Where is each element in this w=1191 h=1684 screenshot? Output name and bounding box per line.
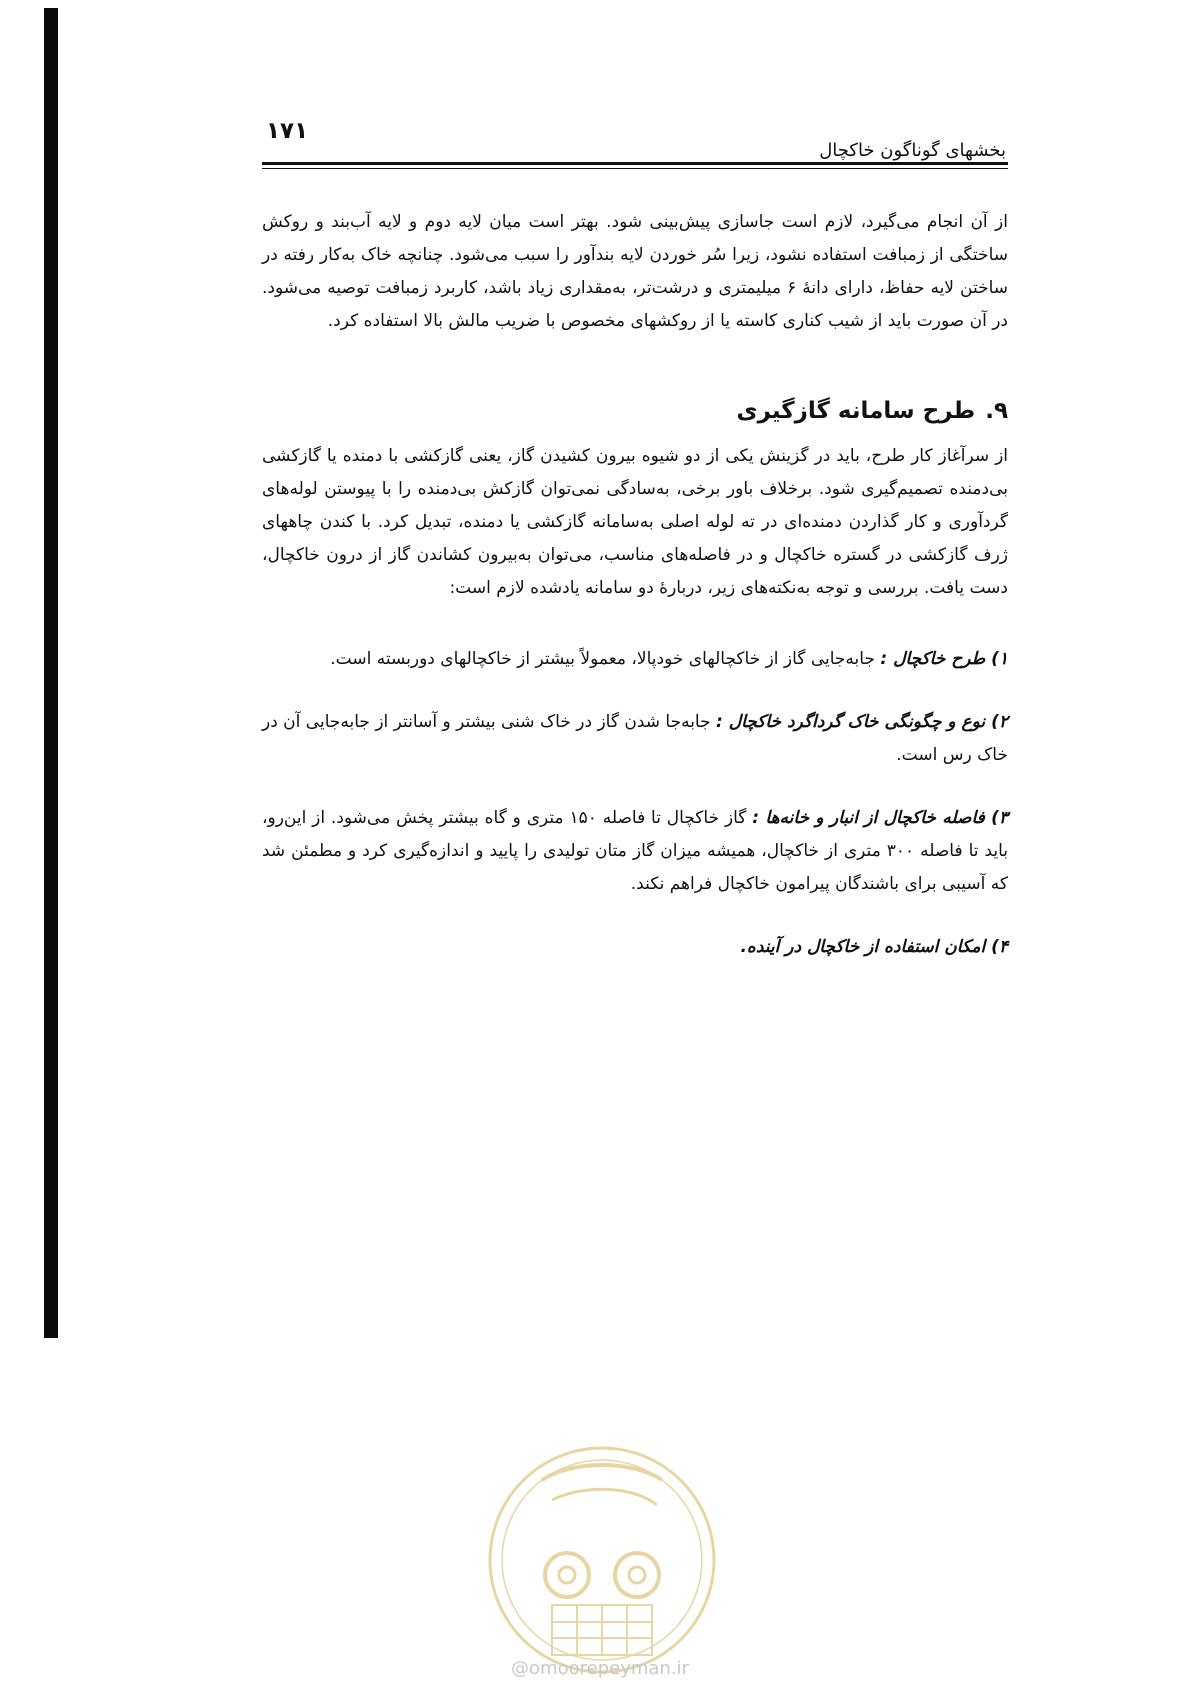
page-header [262, 118, 1008, 170]
paragraph-intro: از آن انجام می‌گیرد، لازم است جاسازی پیش‌بینی شود. بهتر است میان لایه دوم و لایه آب‌بند و روکش ساختگی از زمبافت استفاده نشود، زیرا سُر خوردن لایه بندآور را سبب می‌شود. چنانچه خاک به‌کار رفته در ساختن لایه حفاظ، دارای دانهٔ ۶ میلیمتری و درشت‌تر، به‌مقداری زیاد باشد، کاربرد زمبافت توصیه می‌شود. در آن صورت باید از شیب کناری کاسته یا از روکشهای مخصوص با ضریب مالش بالا استفاده کرد. [262, 212, 1009, 331]
section-heading [262, 394, 1008, 428]
list-item-label: ۴) امکان استفاده از خاکچال در آینده. [740, 937, 1008, 957]
list-item [262, 802, 1008, 901]
section-number: ۹. [985, 398, 1008, 424]
list-item-text: گاز خاکچال تا فاصله ۱۵۰ متری و گاه بیشتر پخش می‌شود. از این‌رو، باید تا فاصله ۳۰۰ متری از خاکچال، همیشه میزان گاز متان تولیدی را پایید و اندازه‌گیری کرد و مطمئن شد که آسیبی برای باشندگان پیرامون خاکچال فراهم نکند. [262, 808, 1009, 894]
list-item [262, 706, 1008, 772]
page-body [262, 206, 1008, 994]
paragraph-gas-extraction: از سرآغاز کار طرح، باید در گزینش یکی از دو شیوه بیرون کشیدن گاز، یعنی گازکشی با دمنده یا گازکشی بی‌دمنده تصمیم‌گیری شود. برخلاف باور برخی، به‌سادگی نمی‌توان گازکش بی‌دمنده را با پیوستن لوله‌های گردآوری و کار گذاردن دمنده‌ای در ته لوله اصلی به‌سامانه گازکشی یا دمنده، تبدیل کرد. با کندن چاههای ژرف گازکشی در گستره خاکچال و در فاصله‌های مناسب، می‌توان به‌بیرون کشاندن گاز از درون خاکچال، دست یافت. بررسی و توجه به‌نکته‌های زیر، دربارهٔ دو سامانه یادشده لازم است: [262, 446, 1008, 598]
list-item-text: جابه‌جا شدن گاز در خاک شنی بیشتر و آسانتر از جابه‌جایی آن در خاک رس است. [262, 712, 1008, 765]
watermark-seal [482, 1440, 722, 1680]
list-item-label: ۲) نوع و چگونگی خاک گرداگرد خاکچال : [716, 712, 1008, 732]
page-number: ۱۷۱ [266, 118, 309, 144]
watermark-url: @omoorepeyman.ir [511, 1658, 689, 1679]
running-title: بخشهای گوناگون خاکچال [819, 140, 1006, 161]
list-item-text: جابه‌جایی گاز از خاکچالهای خودپالا، معمولاً بیشتر از خاکچالهای دوربسته است. [330, 649, 881, 669]
header-rule-thin [262, 168, 1008, 169]
section-title: طرح سامانه گازگیری [736, 398, 976, 424]
binding-edge [44, 8, 58, 1338]
list-item-label: ۳) فاصله خاکچال از انبار و خانه‌ها : [752, 808, 1009, 828]
list-item [262, 643, 1008, 676]
list-item-label: ۱) طرح خاکچال : [880, 649, 1008, 669]
list-item [262, 931, 1008, 964]
header-rule-thick [262, 162, 1008, 165]
